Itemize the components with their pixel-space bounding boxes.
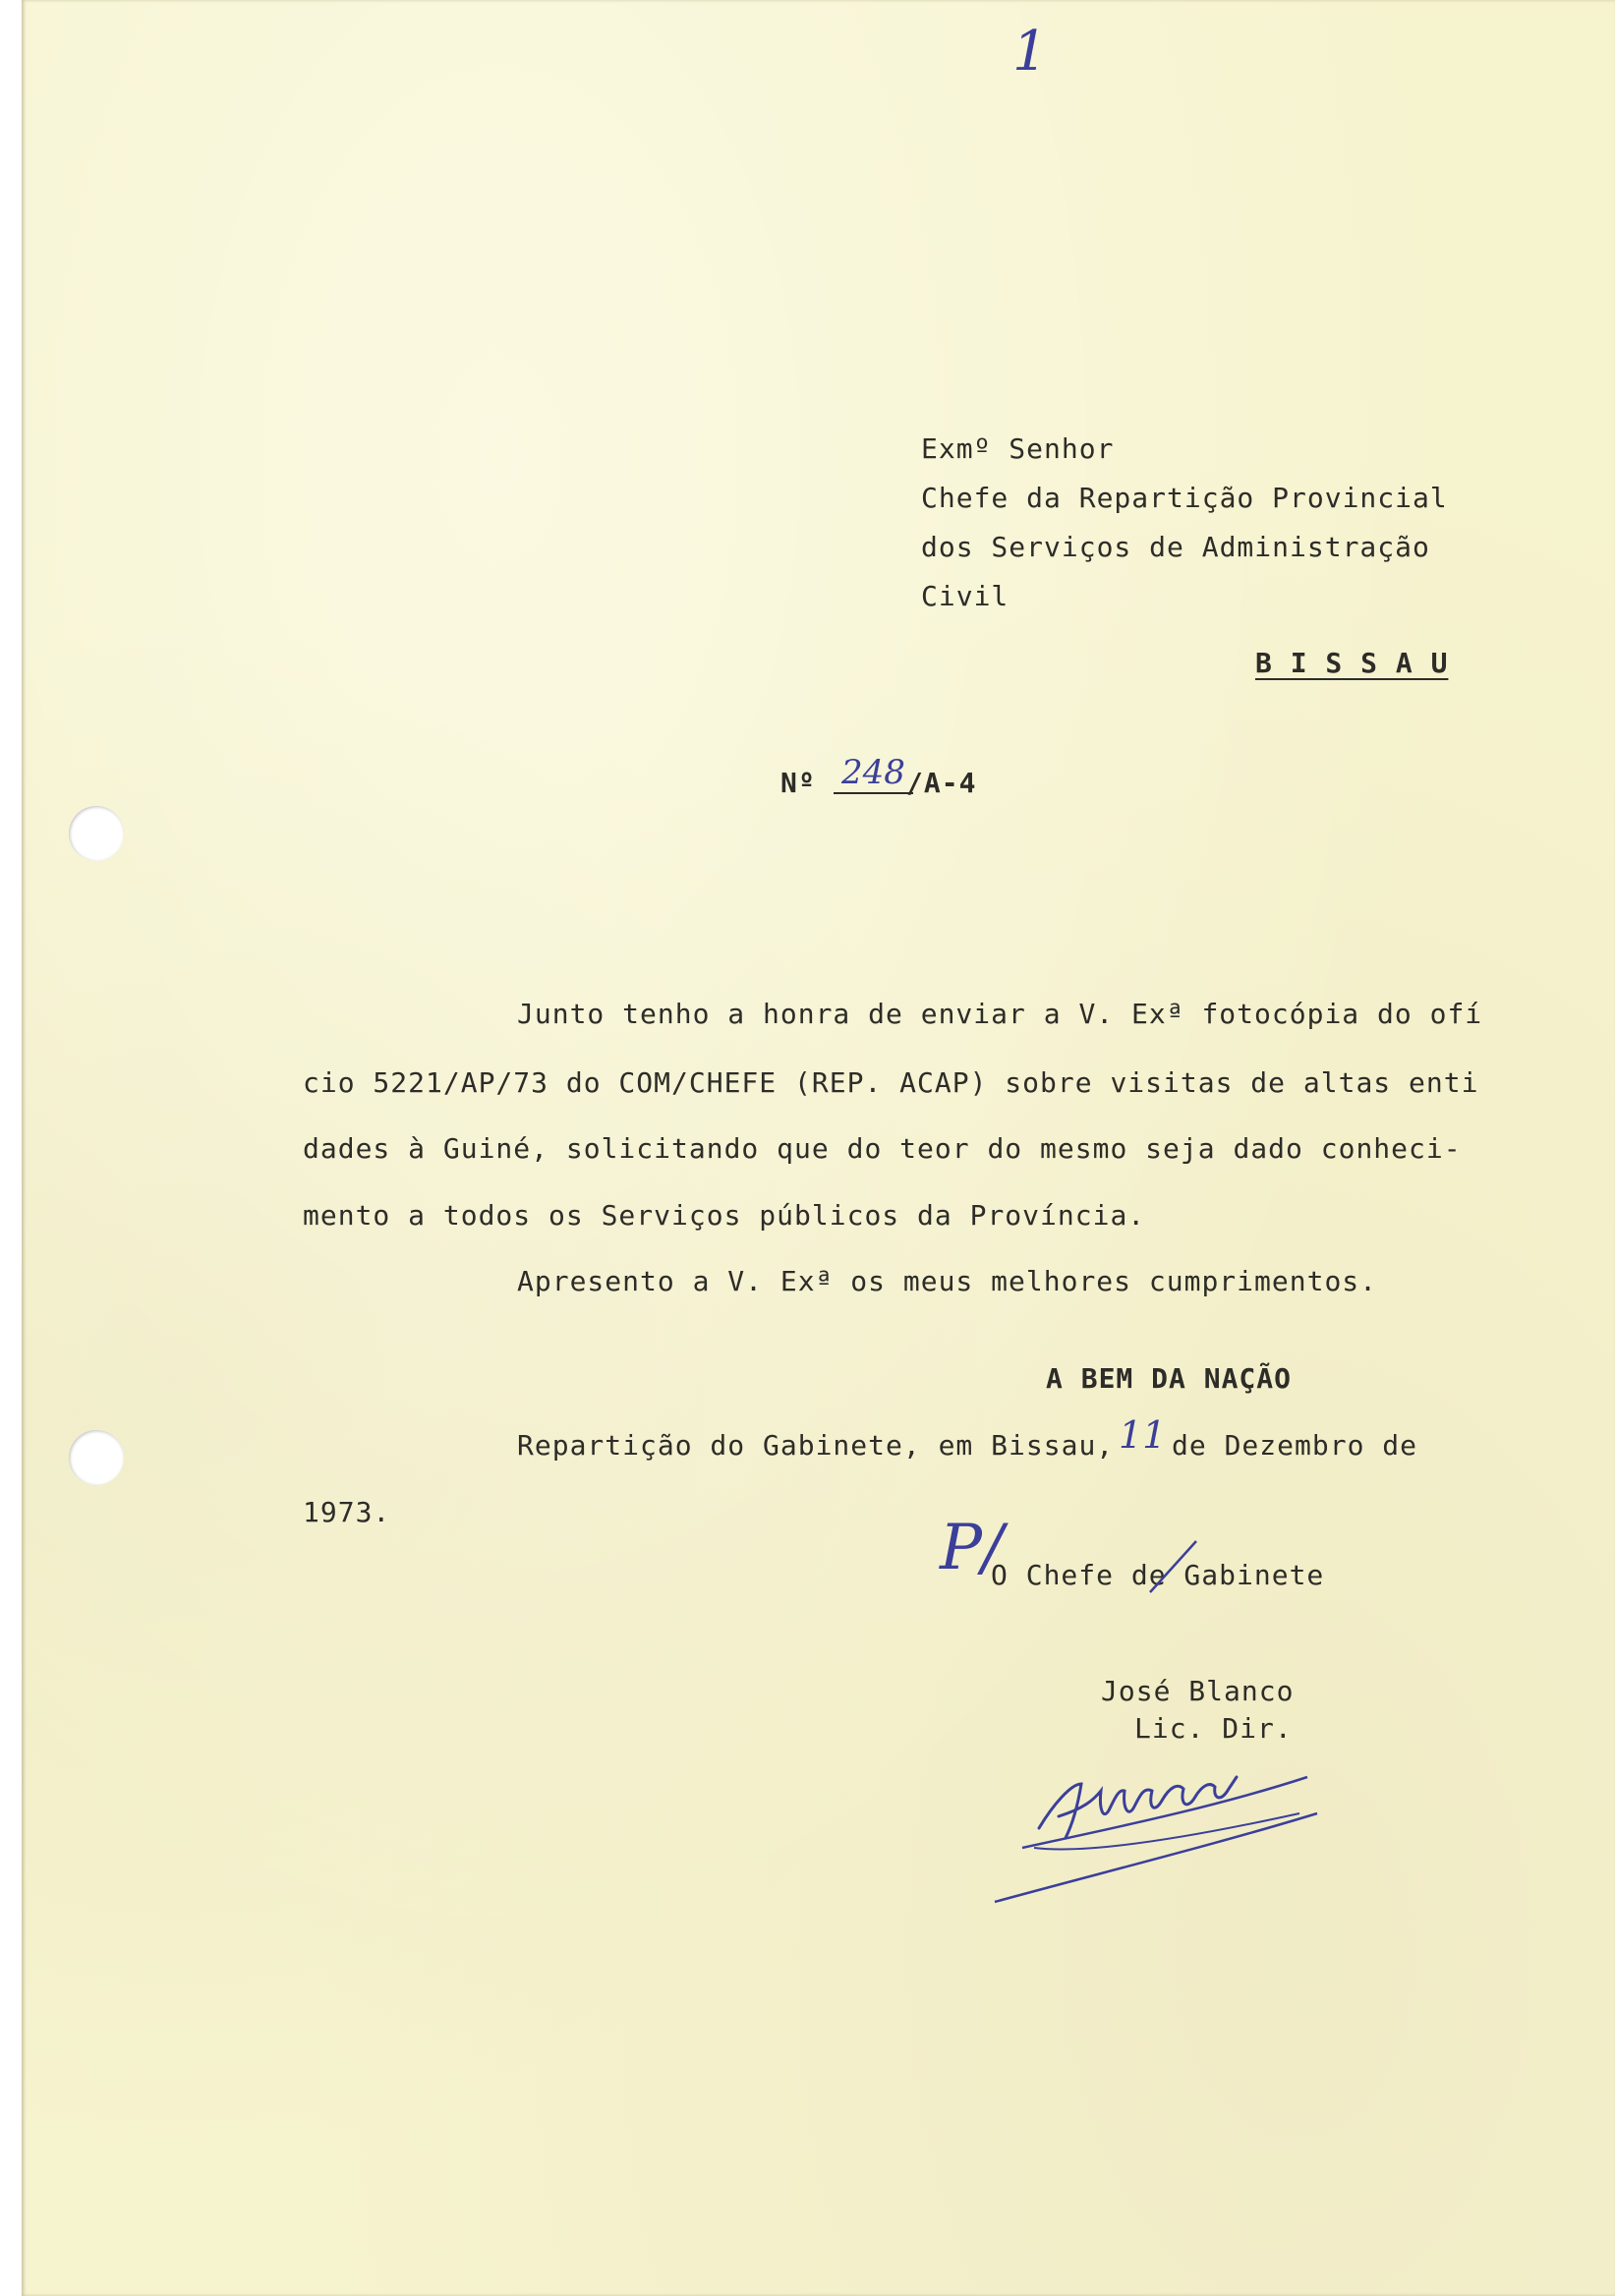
reference-suffix: /A-4: [906, 767, 977, 799]
body-line-3: dades à Guiné, solicitando que do teor do mesmo seja dado conheci-: [303, 1132, 1462, 1165]
pen-strokes: [22, 0, 1615, 2296]
closing-year: 1973.: [303, 1496, 391, 1528]
page-number-mark: 1: [1012, 20, 1048, 84]
body-line-4: mento a todos os Serviços públicos da Província.: [303, 1199, 1146, 1232]
addressee-line-1: Chefe da Repartição Provincial: [921, 482, 1448, 514]
closing-day-handwritten: 11: [1119, 1413, 1167, 1457]
signature-title: O Chefe de Gabinete: [991, 1559, 1325, 1591]
check-stroke: [1150, 1541, 1196, 1592]
handwritten-signature: [995, 1777, 1317, 1902]
reference-handwritten-number: 248: [834, 753, 913, 794]
addressee-line-2: dos Serviços de Administração: [921, 531, 1430, 563]
closing-place-prefix: Repartição do Gabinete, em Bissau,: [517, 1429, 1115, 1462]
closing-place-suffix: de Dezembro de: [1172, 1429, 1418, 1462]
closing-motto: A BEM DA NAÇÃO: [1046, 1362, 1293, 1395]
addressee-city: B I S S A U: [1255, 647, 1449, 679]
signature-pp-mark: P/: [940, 1512, 1004, 1584]
letter-page: [22, 0, 1615, 2296]
signature-name: José Blanco: [1101, 1675, 1295, 1707]
body-line-2: cio 5221/AP/73 do COM/CHEFE (REP. ACAP) sobre visitas de altas enti: [303, 1066, 1479, 1099]
reference-prefix: Nº: [780, 767, 816, 799]
body-line-1: Junto tenho a honra de enviar a V. Exª fotocópia do ofí: [517, 998, 1483, 1030]
addressee-line-3: Civil: [921, 580, 1009, 612]
body-line-5: Apresento a V. Exª os meus melhores cumprimentos.: [517, 1265, 1378, 1297]
signature-qualification: Lic. Dir.: [1134, 1712, 1293, 1745]
addressee-salutation: Exmº Senhor: [921, 432, 1115, 465]
